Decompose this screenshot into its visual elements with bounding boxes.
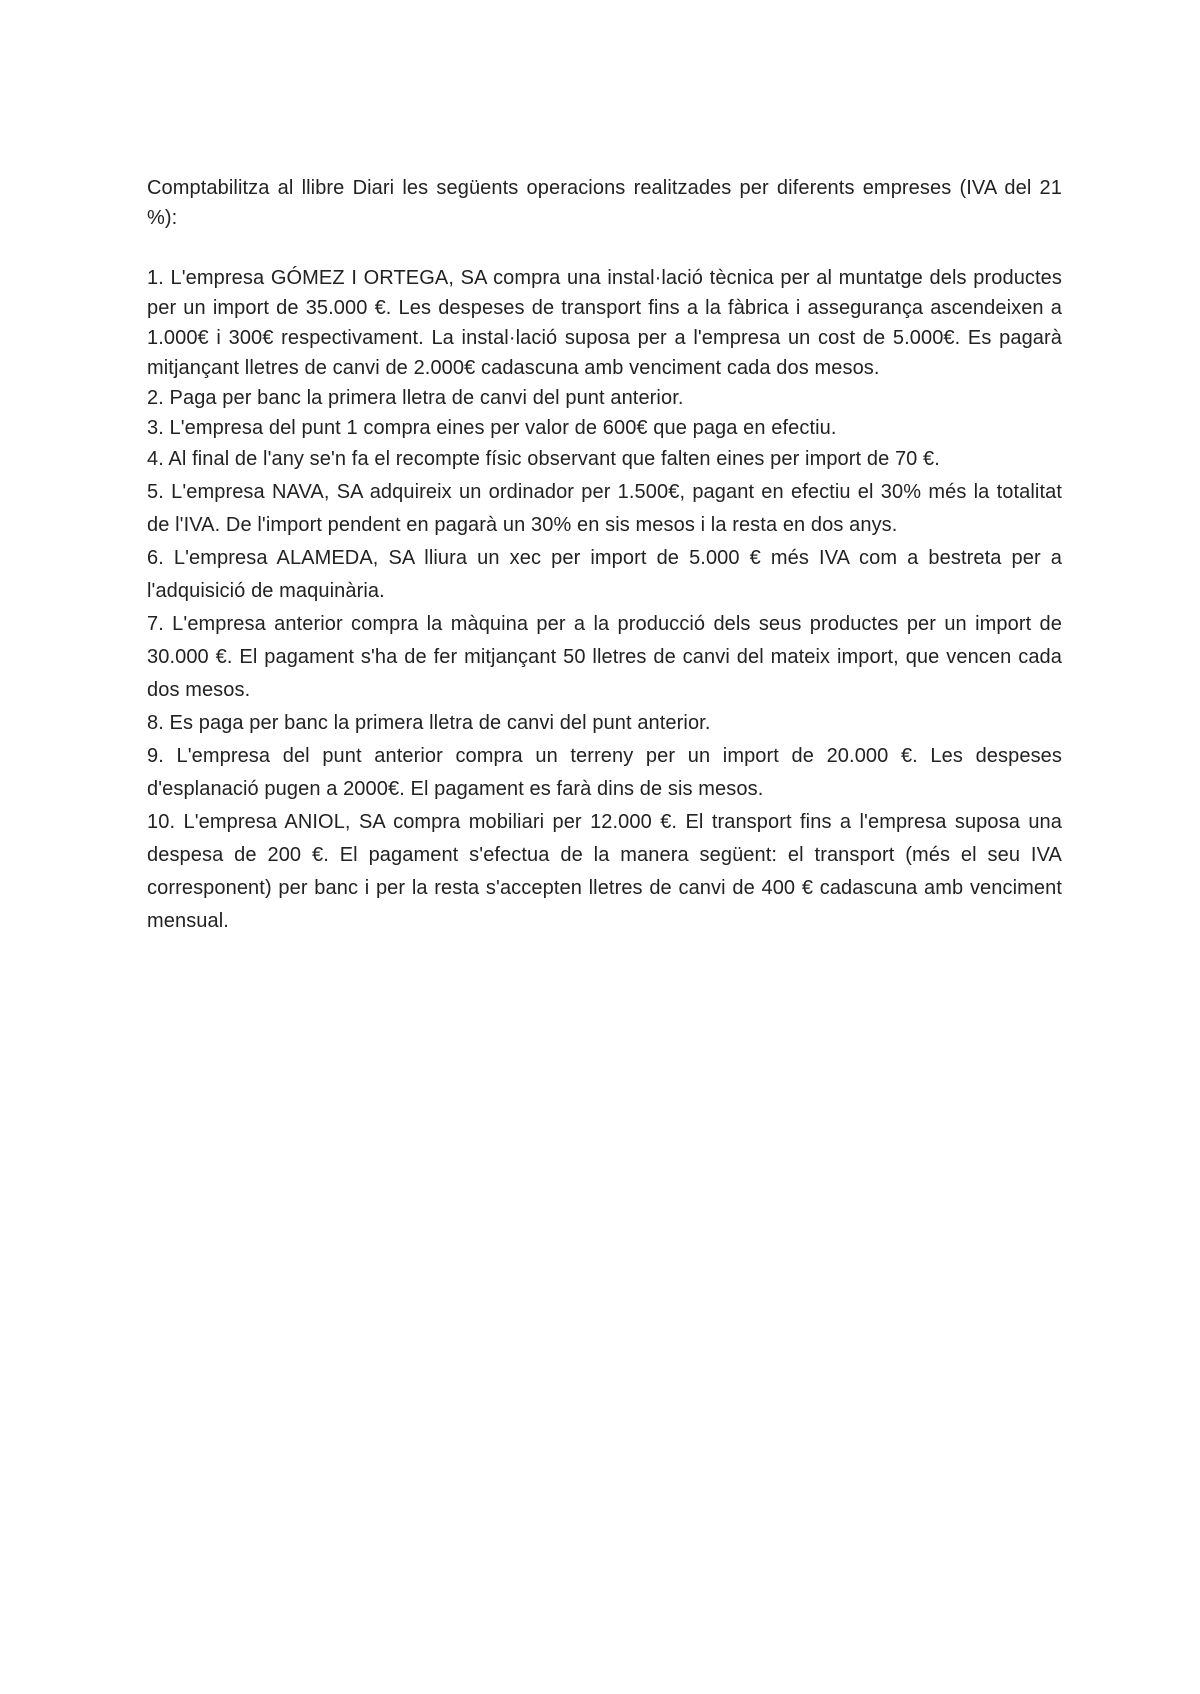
paragraph-spacer bbox=[147, 233, 1062, 263]
document-intro: Comptabilitza al llibre Diari les següents operacions realitzades per diferents empreses (IVA del 21 %): bbox=[147, 177, 1062, 229]
operation-item-2: 2. Paga per banc la primera lletra de canvi del punt anterior. bbox=[147, 387, 684, 409]
operation-item-9: 9. L'empresa del punt anterior compra un terreny per un import de 20.000 €. Les despeses d'esplanació pugen a 2000€. El pagament es farà dins de sis mesos. bbox=[147, 745, 1062, 800]
operation-item-5: 5. L'empresa NAVA, SA adquireix un ordinador per 1.500€, pagant en efectiu el 30% més la totalitat de l'IVA. De l'import pendent en pagarà un 30% en sis mesos i la resta en dos anys. bbox=[147, 481, 1062, 536]
operation-item-4: 4. Al final de l'any se'n fa el recompte físic observant que falten eines per import de 70 €. bbox=[147, 448, 940, 470]
document-body bbox=[147, 173, 1062, 938]
operation-item-8: 8. Es paga per banc la primera lletra de canvi del punt anterior. bbox=[147, 712, 711, 734]
operation-item-3: 3. L'empresa del punt 1 compra eines per valor de 600€ que paga en efectiu. bbox=[147, 417, 837, 439]
operation-item-7: 7. L'empresa anterior compra la màquina per a la producció dels seus productes per un import de 30.000 €. El pagament s'ha de fer mitjançant 50 lletres de canvi del mateix import, que vencen cada dos mesos. bbox=[147, 613, 1062, 701]
operation-item-10: 10. L'empresa ANIOL, SA compra mobiliari per 12.000 €. El transport fins a l'empresa suposa una despesa de 200 €. El pagament s'efectua de la manera següent: el transport (més el seu IVA corresponent) per banc i per la resta s'accepten lletres de canvi de 400 € cadascuna amb venciment mensual. bbox=[147, 811, 1062, 932]
operation-item-1: 1. L'empresa GÓMEZ I ORTEGA, SA compra una instal·lació tècnica per al muntatge dels productes per un import de 35.000 €. Les despeses de transport fins a la fàbrica i assegurança ascendeixen a 1.000€ i 300€ respectivament. La instal·lació suposa per a l'empresa un cost de 5.000€. Es pagarà mitjançant lletres de canvi de 2.000€ cadascuna amb venciment cada dos mesos. bbox=[147, 267, 1062, 379]
operation-item-6: 6. L'empresa ALAMEDA, SA lliura un xec per import de 5.000 € més IVA com a bestreta per a l'adquisició de maquinària. bbox=[147, 547, 1062, 602]
